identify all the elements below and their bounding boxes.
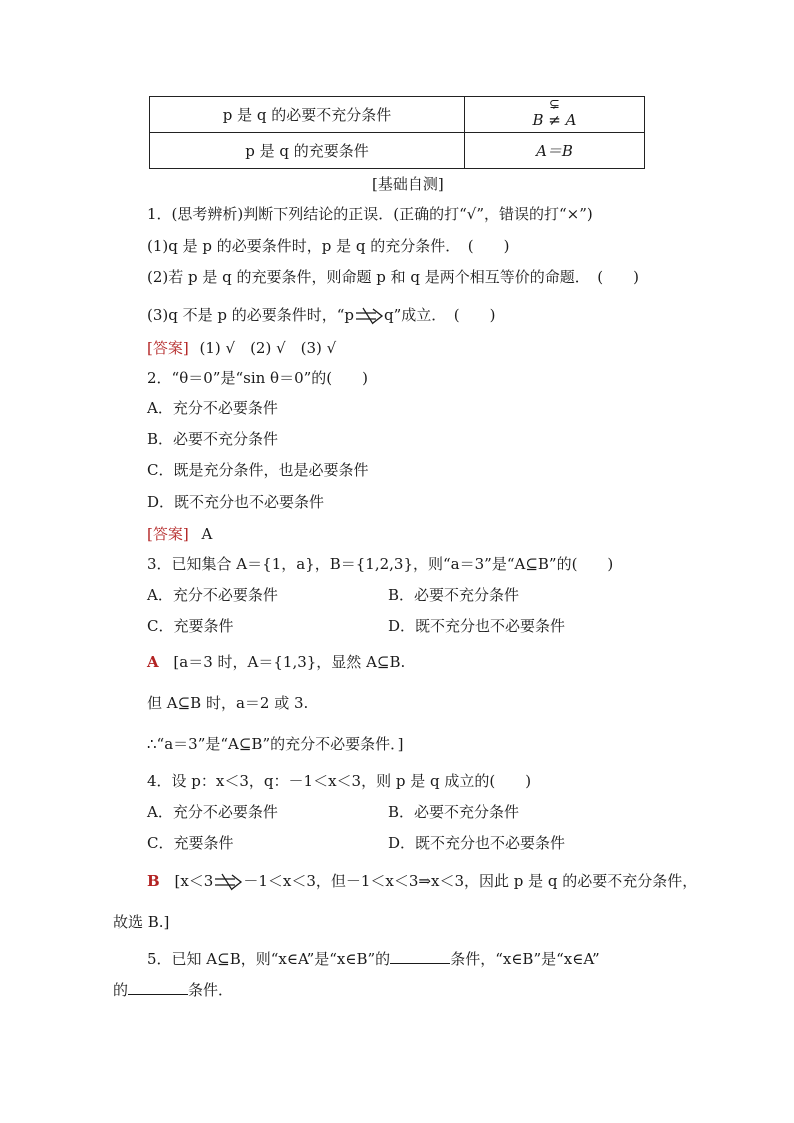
table-cell (465, 97, 645, 133)
question-3-option-b: B．必要不充分条件 (388, 586, 520, 604)
question-1-item-2: (2)若 p 是 q 的充要条件，则命题 p 和 q 是两个相互等价的命题． ( ) (147, 268, 640, 286)
question-3-option-c: C．充要条件 (147, 617, 234, 635)
question-5-line-2 (113, 979, 233, 1000)
question-4-solution-line-2: 故选 B.] (113, 913, 170, 931)
double-arrow-icon (354, 307, 384, 325)
question-4-option-b: B．必要不充分条件 (388, 803, 520, 821)
solution-text-b: －1＜x＜3，但－1＜x＜3⇒x＜3，因此 p 是 q 的必要不充分条件， (243, 872, 698, 890)
question-1-item-3-part-b: q”成立． ( ) (384, 306, 496, 324)
fill-blank-1[interactable] (390, 949, 450, 964)
question-2-option-a: A．充分不必要条件 (147, 399, 278, 417)
question-5-text-2: 条件，“x∈B”是“x∈A” (450, 950, 600, 968)
question-4-solution-line-1 (147, 870, 697, 891)
question-2-option-d: D．既不充分也不必要条件 (147, 493, 325, 511)
question-5-text-4: 条件． (188, 981, 234, 999)
question-4-option-a: A．充分不必要条件 (147, 803, 278, 821)
solution-letter: A (147, 653, 159, 671)
solution-letter: B (147, 872, 160, 890)
question-2-answer (147, 523, 212, 544)
proper-subset-symbol: ⊊ (549, 97, 560, 112)
table-cell: A＝B (465, 133, 645, 169)
question-1-answer (147, 337, 336, 358)
answer-tag: [答案] (147, 525, 189, 543)
question-1-item-1: (1)q 是 p 的必要条件时，p 是 q 的充分条件． ( ) (147, 237, 510, 255)
section-title: [基础自测] (372, 175, 444, 193)
condition-table (149, 96, 645, 169)
question-1-item-3-part-a: (3)q 不是 p 的必要条件时，“p (147, 306, 355, 324)
question-1-item-3 (147, 304, 496, 325)
double-arrow-icon (213, 873, 243, 891)
table-cell: p 是 q 的必要不充分条件 (150, 97, 465, 133)
question-5-text-1: 5．已知 A⊆B，则“x∈A”是“x∈B”的 (147, 950, 391, 968)
table-row (150, 97, 645, 133)
question-4-stem: 4．设 p：x＜3，q：－1＜x＜3，则 p 是 q 成立的( ) (147, 772, 532, 790)
solution-text: [a＝3 时，A＝{1,3}，显然 A⊆B. (173, 653, 406, 671)
answer-text: (1) √ (2) √ (3) √ (199, 339, 337, 357)
question-5-text-3: 的 (113, 981, 129, 999)
question-3-solution-line-2: 但 A⊆B 时，a＝2 或 3. (147, 694, 309, 712)
question-2-option-b: B．必要不充分条件 (147, 430, 279, 448)
solution-text-a: [x＜3 (174, 872, 214, 890)
question-2-stem: 2．“θ＝0”是“sin θ＝0”的( ) (147, 369, 368, 387)
question-2-option-c: C．既是充分条件，也是必要条件 (147, 461, 369, 479)
table-row (150, 133, 645, 169)
answer-text: A (201, 525, 213, 543)
relation-text: B ≠ A (532, 110, 577, 129)
question-3-solution-line-3: ∴“a＝3”是“A⊆B”的充分不必要条件．] (147, 735, 404, 753)
table-cell: p 是 q 的充要条件 (150, 133, 465, 169)
question-4-option-c: C．充要条件 (147, 834, 234, 852)
answer-tag: [答案] (147, 339, 189, 357)
question-3-stem: 3．已知集合 A＝{1，a}，B＝{1,2,3}，则“a＝3”是“A⊆B”的( ) (147, 555, 614, 573)
fill-blank-2[interactable] (128, 980, 188, 995)
question-3-option-a: A．充分不必要条件 (147, 586, 278, 604)
question-5-line-1 (147, 948, 600, 969)
question-3-solution-line-1 (147, 651, 405, 672)
question-4-option-d: D．既不充分也不必要条件 (388, 834, 566, 852)
question-3-option-d: D．既不充分也不必要条件 (388, 617, 566, 635)
question-1-stem: 1．(思考辨析)判断下列结论的正误．(正确的打“√”，错误的打“×”) (147, 205, 593, 223)
